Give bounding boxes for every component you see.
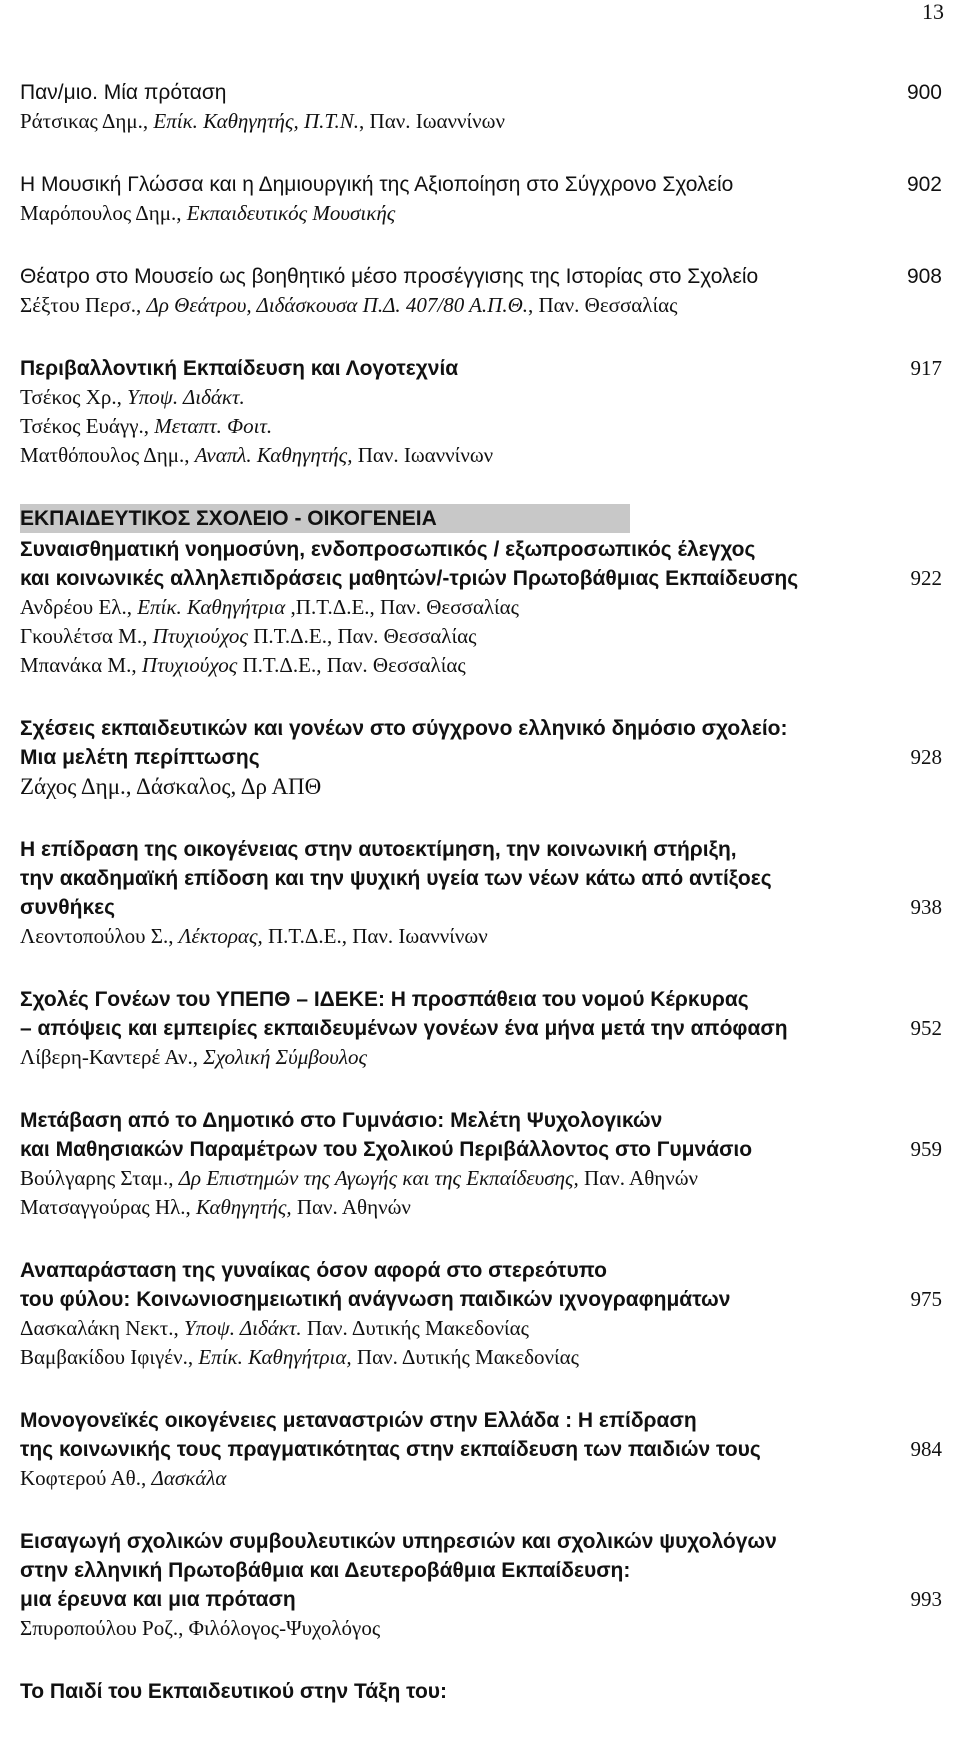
toc-entry (20, 170, 942, 228)
entry-title: Σχολές Γονέων του ΥΠΕΠΘ – ΙΔΕΚΕ: Η προσπάθεια του νομού Κέρκυρας (20, 988, 749, 1011)
entry-page-number: 993 (910, 1587, 942, 1611)
entry-title: στην ελληνική Πρωτοβάθμια και Δευτεροβάθμια Εκπαίδευση: (20, 1559, 631, 1582)
author-line: Τσέκος Ευάγγ., Μεταπτ. Φοιτ. (20, 414, 273, 438)
entry-page-number: 975 (910, 1287, 942, 1311)
entry-title: την ακαδημαϊκή επίδοση και την ψυχική υγεία των νέων κάτω από αντίξοες (20, 867, 772, 890)
entry-page-number: 917 (910, 356, 942, 380)
entry-title: Συναισθηματική νοημοσύνη, ενδοπροσωπικός / εξωπροσωπικός έλεγχος (20, 538, 756, 561)
entry-title: Θέατρο στο Μουσείο ως βοηθητικό μέσο προσέγγισης της Ιστορίας στο Σχολείο (20, 265, 759, 288)
entry-page-number: 938 (910, 895, 942, 919)
author-line: Σέξτου Περσ., Δρ Θεάτρου, Διδάσκουσα Π.Δ. 407/80 Α.Π.Θ., Παν. Θεσσαλίας (20, 293, 678, 317)
toc-entry (20, 504, 942, 680)
entry-title: Μονογονεϊκές οικογένειες μεταναστριών στην Ελλάδα : Η επίδραση (20, 1409, 697, 1432)
author-line: Βούλγαρης Σταμ., Δρ Επιστημών της Αγωγής και της Εκπαίδευσης, Παν. Αθηνών (20, 1166, 699, 1190)
entry-page-number: 908 (906, 265, 942, 288)
entry-page-number: 952 (910, 1016, 942, 1040)
entry-page-number: 984 (910, 1437, 942, 1461)
entry-title: Εισαγωγή σχολικών συμβουλευτικών υπηρεσιών και σχολικών ψυχολόγων (20, 1530, 777, 1553)
toc-entry (20, 1106, 942, 1222)
author-line: Δασκαλάκη Νεκτ., Υποψ. Διδάκτ. Παν. Δυτικής Μακεδονίας (20, 1316, 529, 1340)
entry-title: Παν/μιο. Μία πρόταση (20, 81, 227, 104)
author-line: Ματθόπουλος Δημ., Αναπλ. Καθηγητής, Παν. Ιωαννίνων (20, 443, 494, 467)
page-number: 13 (922, 0, 944, 24)
author-line: Τσέκος Χρ., Υποψ. Διδάκτ. (20, 385, 245, 409)
entry-title: Περιβαλλοντική Εκπαίδευση και Λογοτεχνία (20, 357, 459, 380)
toc-entry (20, 1677, 942, 1706)
author-line: Ράτσικας Δημ., Επίκ. Καθηγητής, Π.Τ.Ν., Παν. Ιωαννίνων (20, 109, 505, 133)
toc-entry (20, 78, 942, 136)
entry-title: του φύλου: Κοινωνιοσημειωτική ανάγνωση παιδικών ιχνογραφημάτων (20, 1288, 731, 1311)
toc-entry (20, 714, 942, 801)
entry-title: Αναπαράσταση της γυναίκας όσον αφορά στο στερεότυπο (20, 1259, 607, 1282)
entry-page-number: 959 (910, 1137, 942, 1161)
toc-entry (20, 1527, 942, 1643)
author-line: Μπανάκα Μ., Πτυχιούχος Π.Τ.Δ.Ε., Παν. Θεσσαλίας (20, 653, 466, 677)
toc-entry (20, 835, 942, 951)
entry-page-number: 902 (906, 173, 942, 196)
entry-title: Μετάβαση από το Δημοτικό στο Γυμνάσιο: Μελέτη Ψυχολογικών (20, 1109, 663, 1132)
toc-entry (20, 354, 942, 470)
author-line: Βαμβακίδου Ιφιγέν., Επίκ. Καθηγήτρια, Παν. Δυτικής Μακεδονίας (20, 1345, 579, 1369)
author-line: Ζάχος Δημ., Δάσκαλος, Δρ ΑΠΘ (20, 774, 322, 799)
entry-title: και Μαθησιακών Παραμέτρων του Σχολικού Περιβάλλοντος στο Γυμνάσιο (20, 1138, 753, 1161)
section-heading: ΕΚΠΑΙΔΕΥΤΙΚΟΣ ΣΧΟΛΕΙΟ - ΟΙΚΟΓΕΝΕΙΑ (20, 504, 630, 533)
author-line: Κοφτερού Αθ., Δασκάλα (20, 1466, 227, 1490)
author-line: Γκουλέτσα Μ., Πτυχιούχος Π.Τ.Δ.Ε., Παν. Θεσσαλίας (20, 624, 477, 648)
entry-title: Η Μουσική Γλώσσα και η Δημιουργική της Αξιοποίηση στο Σύγχρονο Σχολείο (20, 173, 734, 196)
entry-title: Η επίδραση της οικογένειας στην αυτοεκτίμηση, την κοινωνική στήριξη, (20, 838, 737, 861)
author-line: Λίβερη-Καντερέ Αν., Σχολική Σύμβουλος (20, 1045, 368, 1069)
entry-title: της κοινωνικής τους πραγματικότητας στην εκπαίδευση των παιδιών τους (20, 1438, 761, 1461)
table-of-contents (20, 78, 942, 1740)
entry-page-number: 900 (906, 81, 942, 104)
author-line: Σπυροπούλου Ροζ., Φιλόλογος-Ψυχολόγος (20, 1616, 381, 1640)
toc-entry (20, 1406, 942, 1493)
entry-title: Μια μελέτη περίπτωσης (20, 746, 260, 769)
entry-page-number: 922 (910, 566, 942, 590)
author-line: Ανδρέου Ελ., Επίκ. Καθηγήτρια ,Π.Τ.Δ.Ε., Παν. Θεσσαλίας (20, 595, 519, 619)
author-line: Ματσαγγούρας Ηλ., Καθηγητής, Παν. Αθηνών (20, 1195, 411, 1219)
entry-title: Σχέσεις εκπαιδευτικών και γονέων στο σύγχρονο ελληνικό δημόσιο σχολείο: (20, 717, 788, 740)
entry-title: μια έρευνα και μια πρόταση (20, 1588, 296, 1611)
entry-title: Το Παιδί του Εκπαιδευτικού στην Τάξη του: (20, 1680, 448, 1703)
entry-page-number: 928 (910, 745, 942, 769)
toc-entry (20, 1256, 942, 1372)
author-line: Λεοντοπούλου Σ., Λέκτορας, Π.Τ.Δ.Ε., Παν. Ιωαννίνων (20, 924, 488, 948)
author-line: Μαρόπουλος Δημ., Εκπαιδευτικός Μουσικής (20, 201, 396, 225)
toc-entry (20, 985, 942, 1072)
entry-title: και κοινωνικές αλληλεπιδράσεις μαθητών/-τριών Πρωτοβάθμιας Εκπαίδευσης (20, 567, 799, 590)
entry-title: συνθήκες (20, 896, 116, 919)
entry-title: – απόψεις και εμπειρίες εκπαιδευμένων γονέων ένα μήνα μετά την απόφαση (20, 1017, 788, 1040)
toc-entry (20, 262, 942, 320)
